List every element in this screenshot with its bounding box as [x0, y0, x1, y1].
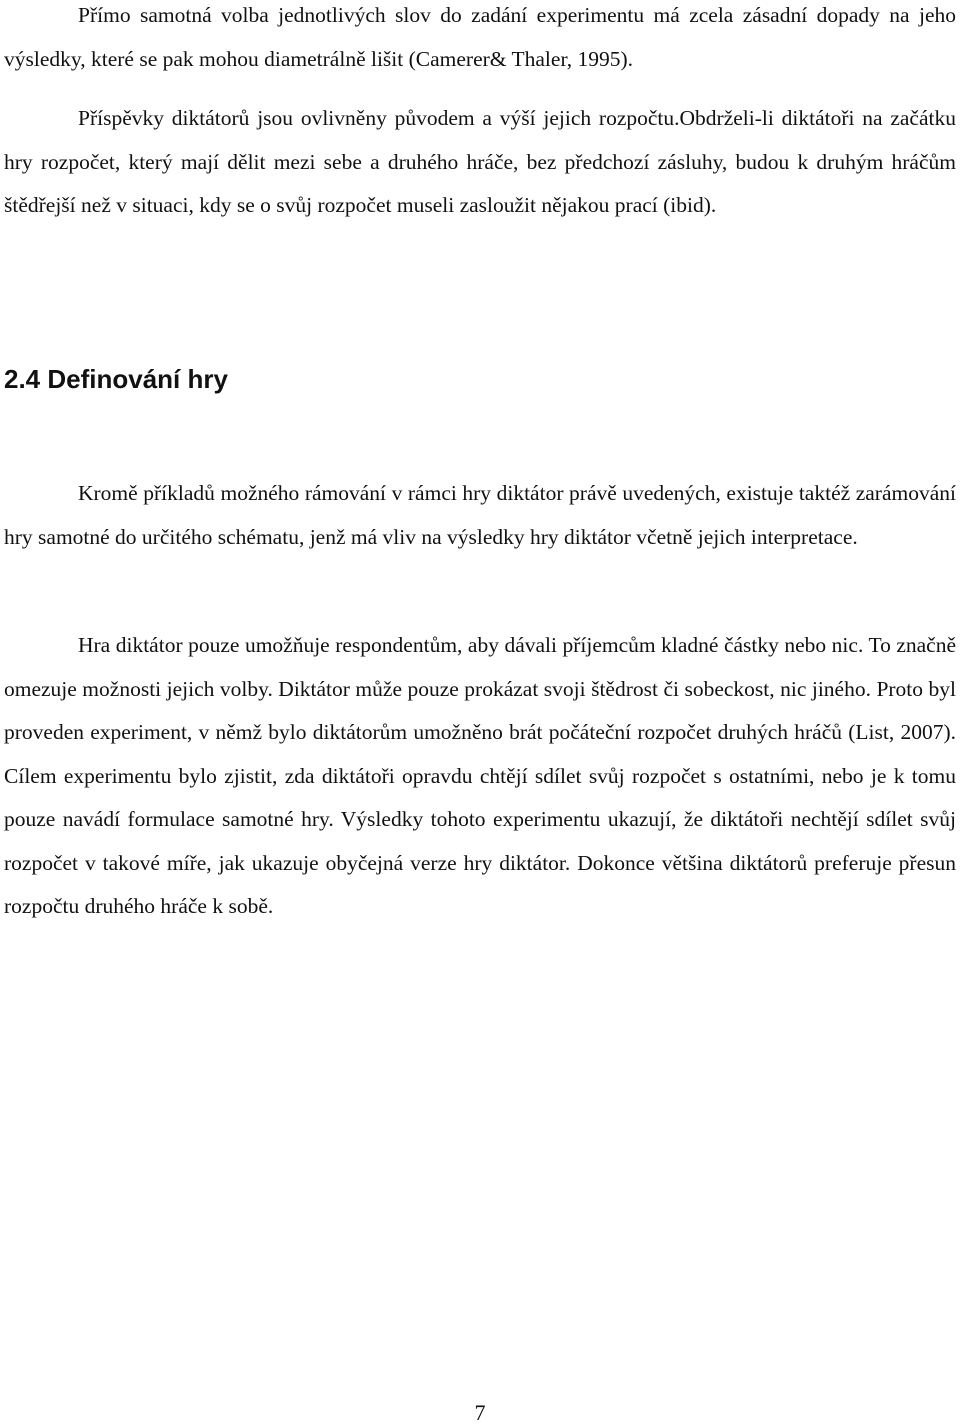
page-number: 7 [474, 1400, 486, 1425]
paragraph-game-framing: Kromě příkladů možného rámování v rámci hry diktátor právě uvedených, existuje taktéž zarámování hry samotné do určitého schématu, jenž má vliv na výsledky hry diktátor včetně jejich interpretace. [4, 481, 956, 549]
paragraph-experiment-list: Hra diktátor pouze umožňuje respondentům, aby dávali příjemcům kladné částky nebo nic. To značně omezuje možnosti jejich volby. Diktátor může pouze prokázat svoji štědrost či sobeckost, nic jiného. Proto byl proveden experiment, v němž bylo diktátorům umožněno brát počáteční rozpočet druhých hráčů (List, 2007). Cílem experimentu bylo zjistit, zda diktátoři opravdu chtějí sdílet svůj rozpočet s ostatními, nebo je k tomu pouze navádí formulace samotné hry. Výsledky tohoto experimentu ukazují, že diktátoři nechtějí sdílet svůj rozpočet v takové míře, jak ukazuje obyčejná verze hry diktátor. Dokonce většina diktátorů preferuje přesun rozpočtu druhého hráče k sobě. [4, 633, 956, 918]
section-heading: 2.4 Definování hry [4, 364, 228, 394]
paragraph-dictator-budget: Příspěvky diktátorů jsou ovlivněny původem a výší jejich rozpočtu.Obdrželi-li diktátoři na začátku hry rozpočet, který mají dělit mezi sebe a druhého hráče, bez předchozí zásluhy, budou k druhým hráčům štědřejší než v situaci, kdy se o svůj rozpočet museli zasloužit nějakou prací (ibid). [4, 106, 956, 217]
paragraph-framing-wording: Přímo samotná volba jednotlivých slov do zadání experimentu má zcela zásadní dopady na jeho výsledky, které se pak mohou diametrálně lišit (Camerer& Thaler, 1995). [4, 3, 956, 71]
